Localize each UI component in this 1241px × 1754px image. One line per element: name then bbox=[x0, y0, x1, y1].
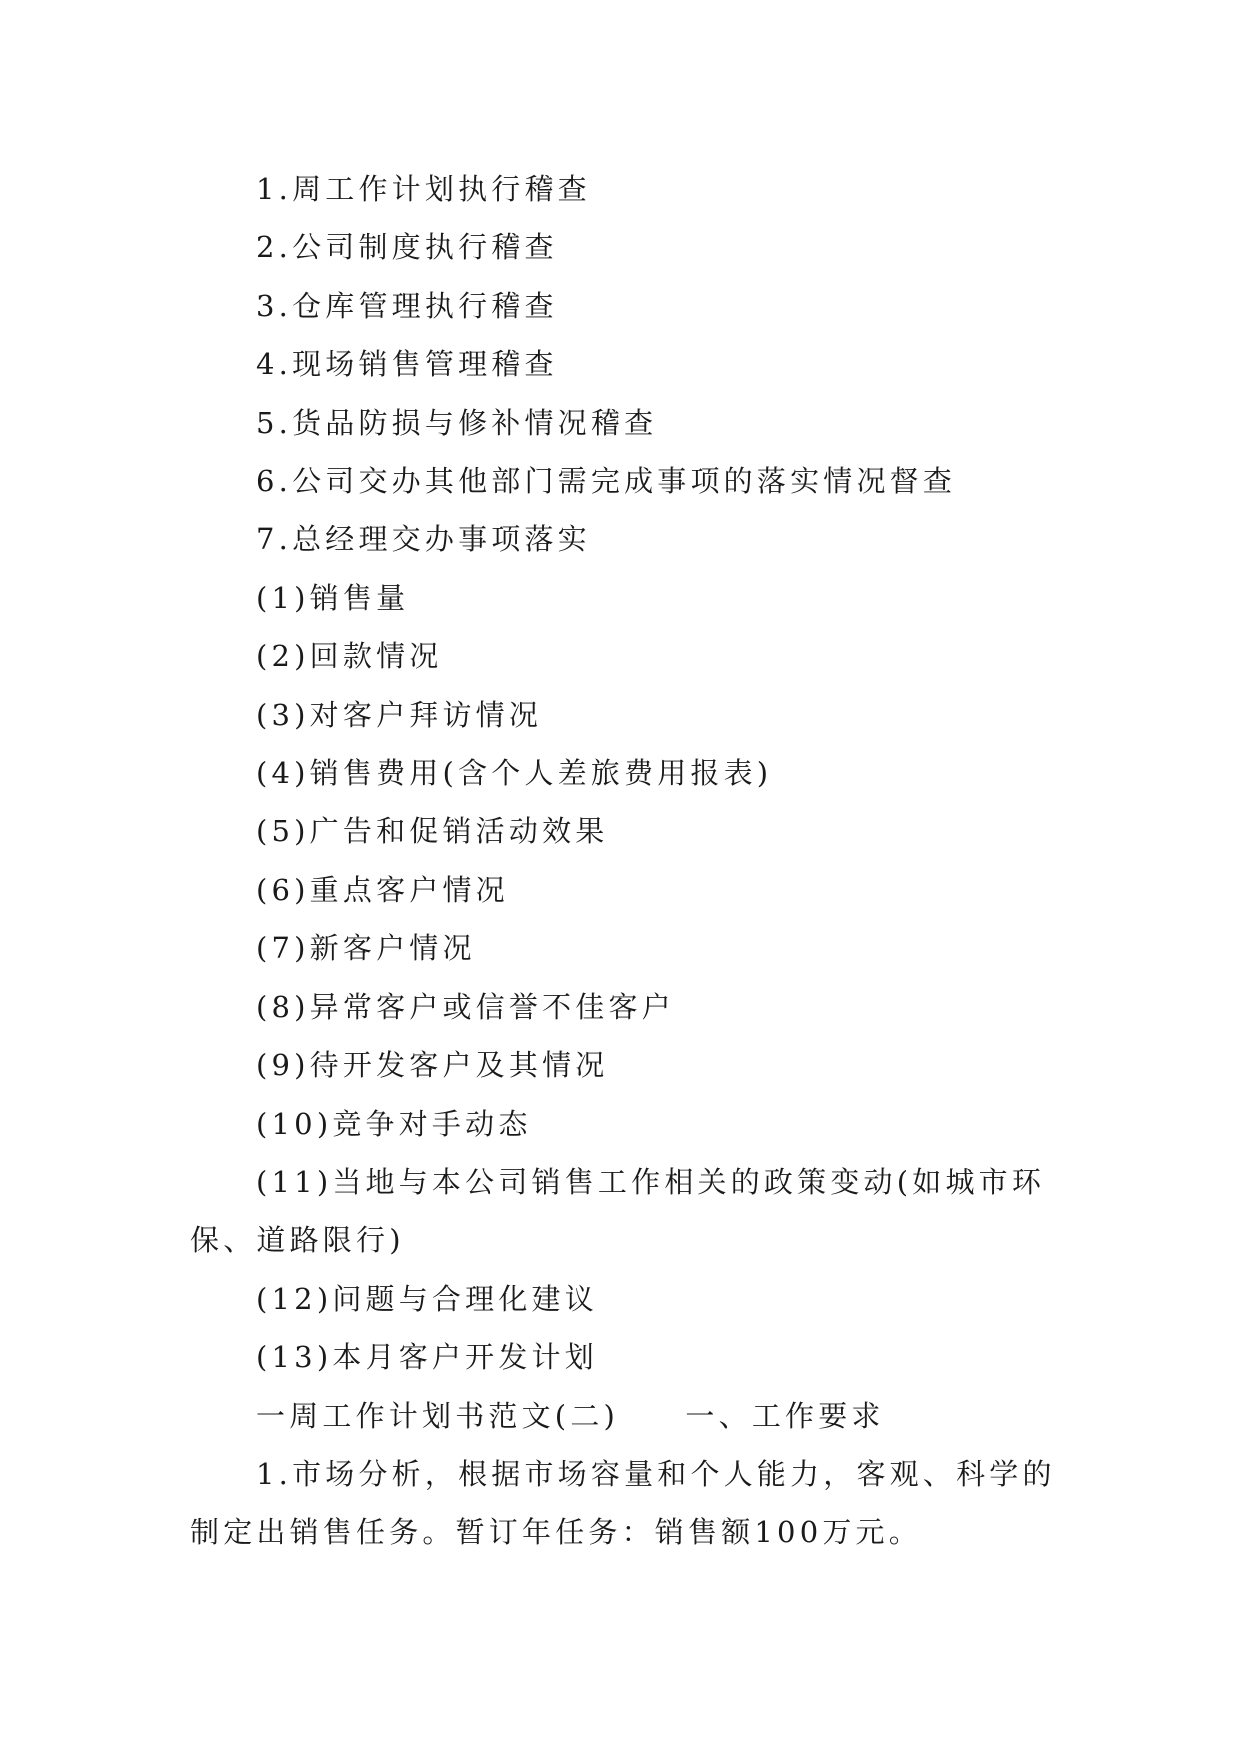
paragraph-market-analysis: 1.市场分析，根据市场容量和个人能力，客观、科学的制定出销售任务。暂订年任务：销售额100万元。 bbox=[190, 1456, 1056, 1550]
paragraph-4: 4.现场销售管理稽查 bbox=[256, 347, 558, 382]
list-item-11: (11)当地与本公司销售工作相关的政策变动(如城市环保、道路限行) bbox=[190, 1164, 1046, 1258]
list-item-8: (8)异常客户或信誉不佳客户 bbox=[256, 989, 675, 1024]
section-heading: 一周工作计划书范文(二) 一、工作要求 bbox=[256, 1398, 885, 1433]
document-body bbox=[190, 160, 1070, 1562]
list-item-13: (13)本月客户开发计划 bbox=[256, 1340, 598, 1375]
paragraph-1: 1.周工作计划执行稽查 bbox=[256, 172, 591, 206]
paragraph-2: 2.公司制度执行稽查 bbox=[256, 230, 558, 265]
list-item-3: (3)对客户拜访情况 bbox=[256, 697, 543, 732]
list-item-7: (7)新客户情况 bbox=[256, 931, 476, 966]
paragraph-5: 5.货品防损与修补情况稽查 bbox=[256, 405, 658, 440]
list-item-12: (12)问题与合理化建议 bbox=[256, 1281, 598, 1316]
list-item-9: (9)待开发客户及其情况 bbox=[256, 1048, 609, 1083]
list-item-5: (5)广告和促销活动效果 bbox=[256, 814, 609, 849]
paragraph-3: 3.仓库管理执行稽查 bbox=[256, 288, 558, 323]
list-item-1: (1)销售量 bbox=[256, 580, 410, 615]
list-item-2: (2)回款情况 bbox=[256, 639, 443, 674]
list-item-10: (10)竞争对手动态 bbox=[256, 1106, 532, 1141]
paragraph-6: 6.公司交办其他部门需完成事项的落实情况督查 bbox=[256, 464, 957, 499]
list-item-6: (6)重点客户情况 bbox=[256, 872, 509, 907]
list-item-4: (4)销售费用(含个人差旅费用报表) bbox=[256, 756, 773, 791]
paragraph-7: 7.总经理交办事项落实 bbox=[256, 522, 591, 557]
